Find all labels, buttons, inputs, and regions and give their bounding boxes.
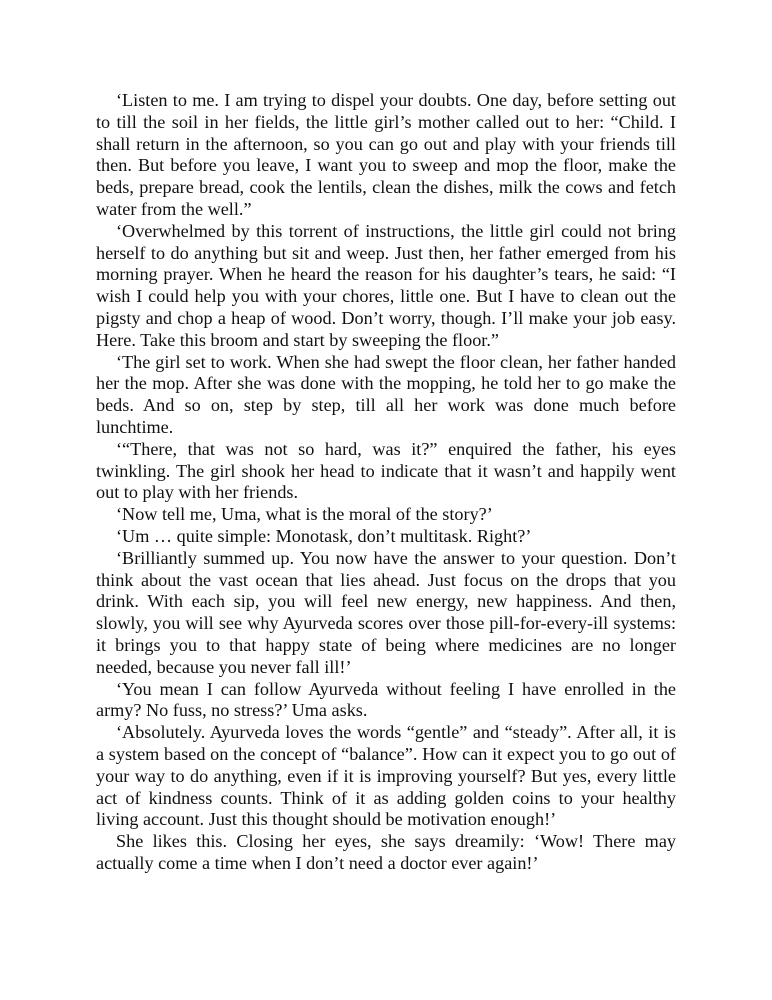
paragraph-2: ‘Overwhelmed by this torrent of instructions, the little girl could not bring herself to do anything but sit and weep. Just then, her father emerged from his morning prayer. When he heard the reason for his daughter’s tears, he said: “I wish I could help you with your chores, little one. But I have to clean out the pigsty and chop a heap of wood. Don’t worry, though. I’ll make your job easy. Here. Take this broom and start by sweeping the floor.” [96, 220, 676, 350]
paragraph-6: ‘Um … quite simple: Monotask, don’t multitask. Right?’ [116, 525, 532, 546]
paragraph-4: ‘“There, that was not so hard, was it?” enquired the father, his eyes twinkling. The girl shook her head to indicate that it wasn’t and happily went out to play with her friends. [96, 438, 676, 503]
paragraph-3: ‘The girl set to work. When she had swept the floor clean, her father handed her the mop. After she was done with the mopping, he told her to go make the beds. And so on, step by step, till all her work was done much before lunchtime. [96, 351, 676, 437]
paragraph-10: She likes this. Closing her eyes, she says dreamily: ‘Wow! There may actually come a time when I don’t need a doctor ever again!’ [96, 831, 676, 873]
paragraph-9: ‘Absolutely. Ayurveda loves the words “gentle” and “steady”. After all, it is a system based on the concept of “balance”. How can it expect you to go out of your way to do anything, even if it is improving yourself? But yes, every little act of kindness counts. Think of it as adding golden coins to your healthy living account. Just this thought should be motivation enough!’ [96, 722, 676, 830]
paragraph-1: ‘Listen to me. I am trying to dispel your doubts. One day, before setting out to till the soil in her fields, the little girl’s mother called out to her: “Child. I shall return in the afternoon, so you can go out and play with your friends till then. But before you leave, I want you to sweep and mop the floor, make the beds, prepare bread, cook the lentils, clean the dishes, milk the cows and fetch water from the well.” [96, 90, 676, 219]
page-text [96, 90, 676, 875]
paragraph-5: ‘Now tell me, Uma, what is the moral of the story?’ [116, 504, 493, 525]
paragraph-7: ‘Brilliantly summed up. You now have the answer to your question. Don’t think about the vast ocean that lies ahead. Just focus on the drops that you drink. With each sip, you will feel new energy, new happiness. And then, slowly, you will see why Ayurveda scores over those pill-for-every-ill systems: it brings you to that happy state of being where medicines are no longer needed, because you never fall ill!’ [96, 547, 676, 677]
paragraph-8: ‘You mean I can follow Ayurveda without feeling I have enrolled in the army? No fuss, no stress?’ Uma asks. [96, 678, 676, 721]
